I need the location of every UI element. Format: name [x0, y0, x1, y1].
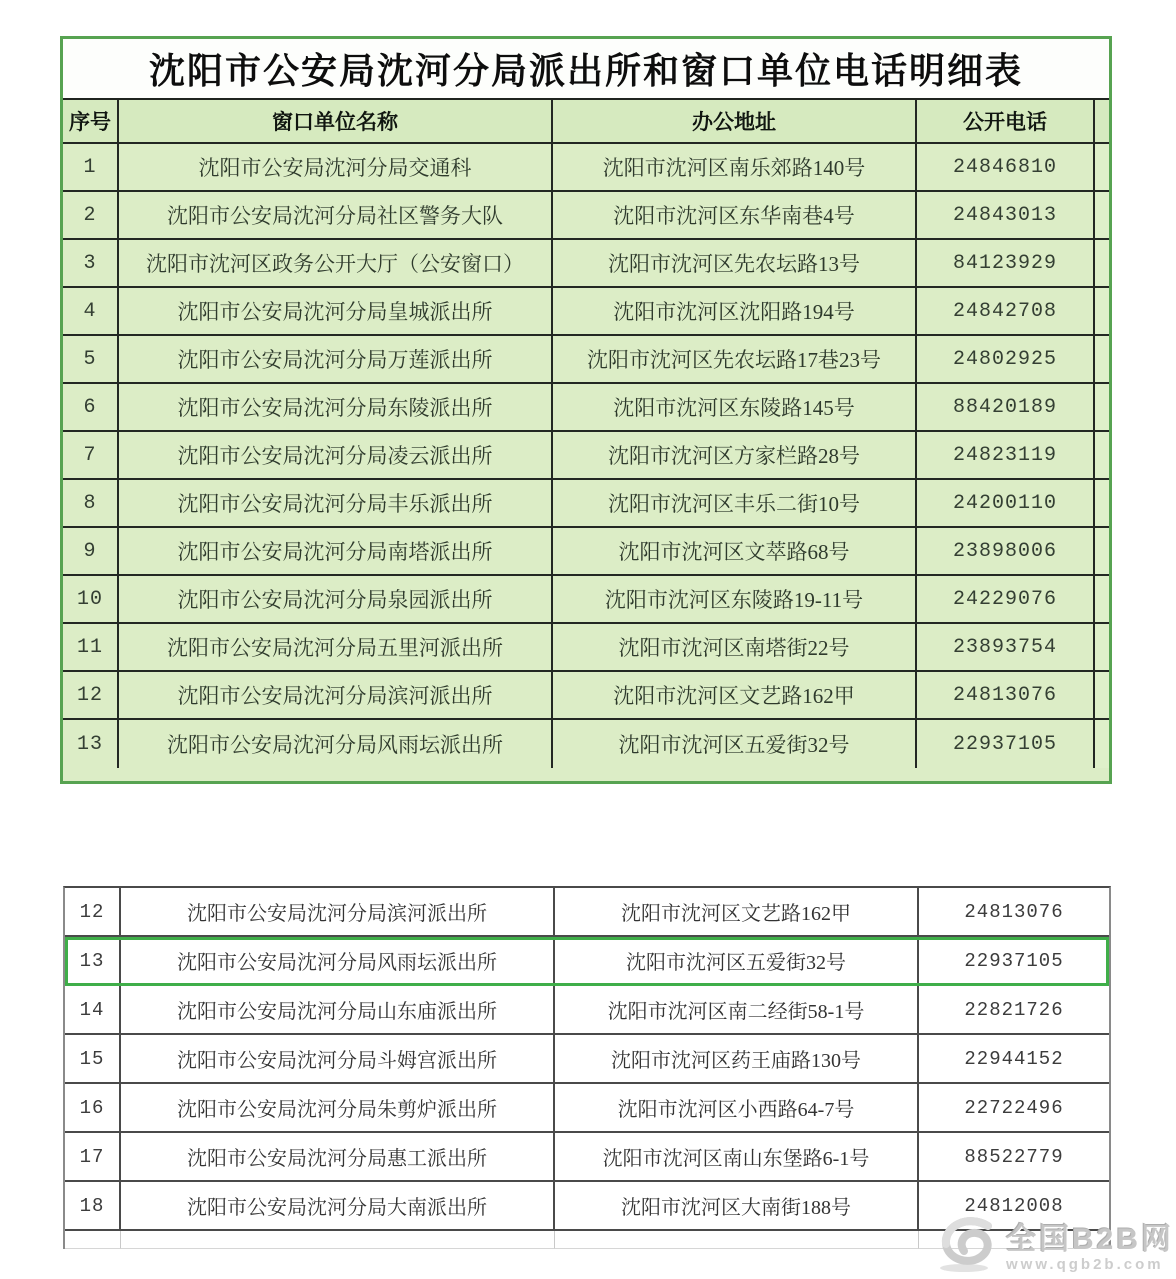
- cell-address: 沈阳市沈河区先农坛路13号: [553, 240, 917, 288]
- cell-phone: 24802925: [917, 336, 1095, 384]
- gutter-cell: [1095, 432, 1109, 480]
- table-row: [65, 888, 1109, 937]
- cell-address: 沈阳市沈河区东陵路145号: [553, 384, 917, 432]
- cell-unit-name: 沈阳市公安局沈河分局丰乐派出所: [119, 480, 553, 528]
- cell-serial: 14: [65, 986, 121, 1035]
- cell-unit-name: 沈阳市公安局沈河分局滨河派出所: [119, 672, 553, 720]
- cell-address: 沈阳市沈河区东华南巷4号: [553, 192, 917, 240]
- cell-unit-name: 沈阳市沈河区政务公开大厅（公安窗口）: [119, 240, 553, 288]
- empty-cell: [555, 1231, 919, 1249]
- cell-address: 沈阳市沈河区先农坛路17巷23号: [553, 336, 917, 384]
- cell-unit-name: 沈阳市公安局沈河分局五里河派出所: [119, 624, 553, 672]
- cell-address: 沈阳市沈河区沈阳路194号: [553, 288, 917, 336]
- gutter-cell: [1095, 336, 1109, 384]
- table-row: [65, 1133, 1109, 1182]
- phone-directory-table-secondary: [63, 886, 1111, 1249]
- gutter-cell: [1095, 720, 1109, 768]
- cell-phone: 24229076: [917, 576, 1095, 624]
- cell-serial: 10: [63, 576, 119, 624]
- cell-serial: 12: [63, 672, 119, 720]
- gutter-cell: [1095, 288, 1109, 336]
- empty-cell: [65, 1231, 121, 1249]
- cell-address: 沈阳市沈河区丰乐二街10号: [553, 480, 917, 528]
- watermark-site-url: www.qgb2b.com: [1005, 1255, 1164, 1273]
- gutter-cell: [1095, 576, 1109, 624]
- cell-unit-name: 沈阳市公安局沈河分局惠工派出所: [121, 1133, 555, 1182]
- cell-phone: 88522779: [919, 1133, 1109, 1182]
- cell-unit-name: 沈阳市公安局沈河分局万莲派出所: [119, 336, 553, 384]
- column-header-serial: 序号: [63, 100, 119, 144]
- cell-phone: 23898006: [917, 528, 1095, 576]
- cell-address: 沈阳市沈河区南乐郊路140号: [553, 144, 917, 192]
- cell-phone: 24843013: [917, 192, 1095, 240]
- cell-phone: 22944152: [919, 1035, 1109, 1084]
- cell-serial: 9: [63, 528, 119, 576]
- cell-unit-name: 沈阳市公安局沈河分局大南派出所: [121, 1182, 555, 1231]
- cell-phone: 24812008: [919, 1182, 1109, 1231]
- cell-address: 沈阳市沈河区小西路64-7号: [555, 1084, 919, 1133]
- phone-directory-table-main: [60, 36, 1112, 784]
- cell-serial: 12: [65, 888, 121, 937]
- table-row-highlighted: [65, 937, 1109, 986]
- gutter-cell: [1095, 192, 1109, 240]
- cell-address: 沈阳市沈河区五爱街32号: [555, 937, 919, 986]
- cell-phone: 23893754: [917, 624, 1095, 672]
- cell-address: 沈阳市沈河区文萃路68号: [553, 528, 917, 576]
- cell-serial: 15: [65, 1035, 121, 1084]
- cell-address: 沈阳市沈河区南山东堡路6-1号: [555, 1133, 919, 1182]
- column-header-address: 办公地址: [553, 100, 917, 144]
- cell-unit-name: 沈阳市公安局沈河分局滨河派出所: [121, 888, 555, 937]
- cell-serial: 17: [65, 1133, 121, 1182]
- gutter-cell: [1095, 528, 1109, 576]
- gutter-cell: [1095, 480, 1109, 528]
- cell-serial: 2: [63, 192, 119, 240]
- cell-address: 沈阳市沈河区东陵路19-11号: [553, 576, 917, 624]
- cell-unit-name: 沈阳市公安局沈河分局斗姆宫派出所: [121, 1035, 555, 1084]
- cell-phone: 88420189: [917, 384, 1095, 432]
- watermark-text: [1006, 1223, 1174, 1273]
- cell-serial: 11: [63, 624, 119, 672]
- table-row: [65, 986, 1109, 1035]
- cell-address: 沈阳市沈河区大南街188号: [555, 1182, 919, 1231]
- cell-unit-name: 沈阳市公安局沈河分局风雨坛派出所: [119, 720, 553, 768]
- cell-serial: 7: [63, 432, 119, 480]
- watermark: [934, 1216, 1174, 1279]
- column-header-unit-name: 窗口单位名称: [119, 100, 553, 144]
- column-header-phone: 公开电话: [917, 100, 1095, 144]
- gutter-cell: [1095, 624, 1109, 672]
- table-row: [65, 1084, 1109, 1133]
- gutter-cell: [1095, 384, 1109, 432]
- empty-cell: [121, 1231, 555, 1249]
- table-title: 沈阳市公安局沈河分局派出所和窗口单位电话明细表: [63, 39, 1109, 100]
- gutter-cell: [1095, 672, 1109, 720]
- cell-serial: 18: [65, 1182, 121, 1231]
- cell-phone: 24813076: [917, 672, 1095, 720]
- cell-unit-name: 沈阳市公安局沈河分局风雨坛派出所: [121, 937, 555, 986]
- cell-serial: 5: [63, 336, 119, 384]
- cell-unit-name: 沈阳市公安局沈河分局社区警务大队: [119, 192, 553, 240]
- cell-phone: 24813076: [919, 888, 1109, 937]
- cell-address: 沈阳市沈河区南二经街58-1号: [555, 986, 919, 1035]
- cell-unit-name: 沈阳市公安局沈河分局东陵派出所: [119, 384, 553, 432]
- cell-unit-name: 沈阳市公安局沈河分局凌云派出所: [119, 432, 553, 480]
- cell-phone: 22821726: [919, 986, 1109, 1035]
- cell-address: 沈阳市沈河区方家栏路28号: [553, 432, 917, 480]
- cell-unit-name: 沈阳市公安局沈河分局泉园派出所: [119, 576, 553, 624]
- cell-phone: 22937105: [919, 937, 1109, 986]
- cell-address: 沈阳市沈河区文艺路162甲: [553, 672, 917, 720]
- cell-phone: 22937105: [917, 720, 1095, 768]
- cell-address: 沈阳市沈河区南塔街22号: [553, 624, 917, 672]
- gutter-cell: [1095, 100, 1109, 144]
- cell-phone: 24842708: [917, 288, 1095, 336]
- b2b-swoosh-icon: [934, 1216, 1000, 1279]
- watermark-site-name: 全国B2B网: [1005, 1222, 1174, 1256]
- cell-serial: 1: [63, 144, 119, 192]
- cell-phone: 22722496: [919, 1084, 1109, 1133]
- cell-serial: 16: [65, 1084, 121, 1133]
- cell-unit-name: 沈阳市公安局沈河分局皇城派出所: [119, 288, 553, 336]
- table-row: [65, 1035, 1109, 1084]
- cell-address: 沈阳市沈河区药王庙路130号: [555, 1035, 919, 1084]
- cell-serial: 3: [63, 240, 119, 288]
- cell-serial: 6: [63, 384, 119, 432]
- main-table-grid: [63, 100, 1109, 768]
- cell-serial: 13: [63, 720, 119, 768]
- cell-unit-name: 沈阳市公安局沈河分局山东庙派出所: [121, 986, 555, 1035]
- cell-unit-name: 沈阳市公安局沈河分局朱剪炉派出所: [121, 1084, 555, 1133]
- cell-phone: 24823119: [917, 432, 1095, 480]
- cell-address: 沈阳市沈河区五爱街32号: [553, 720, 917, 768]
- cell-unit-name: 沈阳市公安局沈河分局交通科: [119, 144, 553, 192]
- cell-phone: 24200110: [917, 480, 1095, 528]
- cell-address: 沈阳市沈河区文艺路162甲: [555, 888, 919, 937]
- cell-serial: 4: [63, 288, 119, 336]
- cell-serial: 8: [63, 480, 119, 528]
- gutter-cell: [1095, 144, 1109, 192]
- cell-unit-name: 沈阳市公安局沈河分局南塔派出所: [119, 528, 553, 576]
- gutter-cell: [1095, 240, 1109, 288]
- cell-phone: 24846810: [917, 144, 1095, 192]
- cell-phone: 84123929: [917, 240, 1095, 288]
- cell-serial: 13: [65, 937, 121, 986]
